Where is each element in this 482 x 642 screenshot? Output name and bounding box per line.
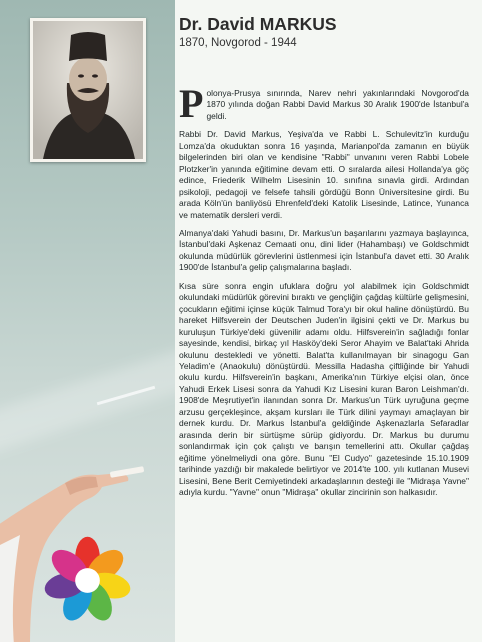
paragraph-invitation: Almanya'daki Yahudi basını, Dr. Markus'un başarılarını yazmaya başlayınca, İstanbul'daki Aşkenaz Cemaati onu, dini lider (Hahambaşı) ve Goldschmidt okulunda müdürlük görevlerini üstlenmesi için İstanbul'a davet etti. 30 Aralık 1900'de İstanbul'a gelip çalışmalarına başladı.	[179, 227, 469, 273]
paragraph-1-text: olonya-Prusya sınırında, Narev nehri yakınlarındaki Novgorod'da 1870 yılında doğan Rabbi David Markus 30 Aralık 1900'de İstanbul'a geldi.	[206, 88, 469, 121]
person-name: Dr. David MARKUS	[179, 14, 337, 34]
paragraph-career: Kısa süre sonra engin ufuklara doğru yol alabilmek için Goldschmidt okulundaki müdürlük görevini bıraktı ve gençliğin çağdaş kültürle gelişmesini, çocukların eğitimi içinse küçük Talmud Tora'yı bir okul haline dönüştürdü. Bu hareket Hilfsverein der Deutschen Juden'in ilgisini çekti ve Dr. Markus bu kuruluşun Türkiye'deki güvenilir adamı oldu. Hilfsverein'in sağladığı fonlar sayesinde, kendisi, birkaç yıl Hasköy'deki Seror Ahayim ve Balat'taki Ahrida okulunu destekledi ve yönetti. Balat'ta kullanılmayan bir sinagogu Gan Yeladim'e (Anaokulu) dönüştürdü. Messilla Hadasha çiftliğinde bir Yahudi okulu kurdu. Hilfsverein'in başkanı, Amerika'nın Türkiye elçisi olan, önce Yahudi Erkek Lisesi sonra da Yahudi Kız Lisesini kuran Baron Leishman'dı. 1908'de Meşrutiyet'in ilanından sonra Dr. Markus'un Türk uyruğuna geçme arzusu gerçekleşince, akşam kursları ile Türk dilini yaymayı amaçlayan bir dernek kurdu. Dr. Markus İstanbul'a geldiğinde Aşkenazlarla Sefaradlar arasında derin bir sürtüşme sürüp gidiyordu. Dr. Markus bu durumu sonlandırmak için çok çalıştı ve barışın temellerini attı. Okullar çağdaş eğitime yönelmeliydi ona göre. Bunu "El Cudyo" gazetesinde 15.10.1909 tarihinde yazdığı bir makalede belirtiyor ve 2014'te 100. yılı kutlanan Musevi Lisesini, Bene Berit Cemiyetindeki arkadaşlarının desteği ile "Midraşa Yavne" adıyla kurdu. "Yavne" onun "Midraşa" okullar zincirinin son halkasıdır.	[179, 280, 469, 497]
portrait-photo	[30, 18, 146, 162]
life-dates: 1870, Novgorod - 1944	[179, 37, 297, 49]
article-body	[179, 81, 469, 505]
flower-logo-icon	[40, 533, 135, 628]
paragraph-intro	[179, 81, 469, 126]
drop-cap: P	[179, 81, 204, 126]
header-block	[179, 14, 469, 50]
paragraph-education: Rabbi Dr. David Markus, Yeşiva'da ve Rabbi L. Schulevitz'in kurduğu Lomza'da okuduktan sonra 16 yaşında, Marianpol'da zamanın en büyük bilgelerinden biri olan ve kendisine "Rabbi" unvanını veren Rabbi Lobele Plotzker'in yanında eğitimine devam etti. O sıralarda ailesi Hollanda'ya göç edince, Friederik Wilhelm Lisesinin 10. sınıfına sınavla girdi. Ardından psikoloji, pedagoji ve felsefe tahsili gördüğü Bonn Üniversitesine girdi. Bu arada Köln'ün banliyösü Ehrenfeld'deki Katolik Lisesinde, Latince, Yunanca ve matematik dersleri verdi.	[179, 129, 469, 220]
chalkboard-panel	[0, 0, 175, 642]
portrait-icon	[33, 21, 143, 159]
